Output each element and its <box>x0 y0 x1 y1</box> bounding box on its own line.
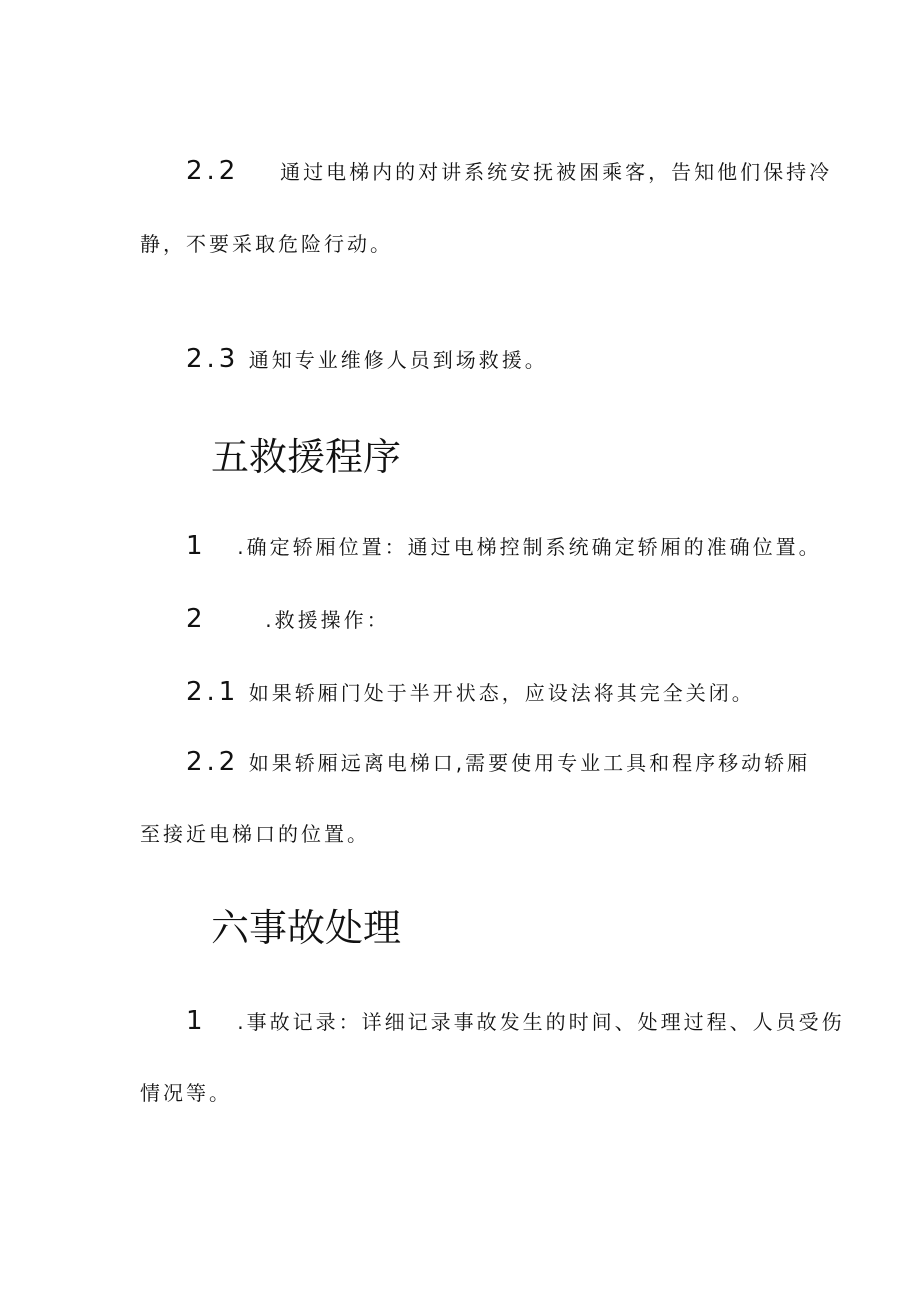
paragraph-text: .救援操作： <box>265 608 390 632</box>
paragraph-5-1 <box>186 532 822 561</box>
paragraph-text: 静，不要采取危险行动。 <box>140 232 393 256</box>
paragraph-text: .事故记录：详细记录事故发生的时间、处理过程、人员受伤 <box>237 1010 845 1034</box>
paragraph-2-2-line1 <box>186 157 832 186</box>
paragraph-text: 如果轿厢门处于半开状态，应设法将其完全关闭。 <box>248 681 755 705</box>
paragraph-6-1-line2 <box>140 1079 232 1107</box>
paragraph-text: 如果轿厢远离电梯口,需要使用专业工具和程序移动轿厢 <box>248 751 811 775</box>
paragraph-text: 情况等。 <box>140 1081 232 1105</box>
paragraph-2-2-line2 <box>140 230 393 258</box>
paragraph-text: 通过电梯内的对讲系统安抚被困乘客，告知他们保持冷 <box>280 160 833 184</box>
item-number: 1 <box>186 531 207 561</box>
section-heading-rescue-procedure: 五救援程序 <box>211 435 402 479</box>
item-number: 2.2 <box>186 156 240 186</box>
paragraph-5-2-1 <box>186 678 755 707</box>
paragraph-text: 通知专业维修人员到场救援。 <box>248 348 548 372</box>
item-number: 1 <box>186 1006 207 1036</box>
paragraph-2-3 <box>186 345 548 374</box>
paragraph-5-2-2-line2 <box>140 820 370 848</box>
paragraph-text: .确定轿厢位置：通过电梯控制系统确定轿厢的准确位置。 <box>237 535 822 559</box>
item-number: 2.2 <box>186 747 240 777</box>
item-number: 2.1 <box>186 677 240 707</box>
paragraph-6-1-line1 <box>186 1007 845 1036</box>
paragraph-text: 至接近电梯口的位置。 <box>140 822 370 846</box>
paragraph-5-2-2-line1 <box>186 748 810 777</box>
item-number: 2 <box>186 604 207 634</box>
item-number: 2.3 <box>186 344 240 374</box>
paragraph-5-2 <box>186 605 390 634</box>
section-heading-accident-handling: 六事故处理 <box>211 906 402 950</box>
